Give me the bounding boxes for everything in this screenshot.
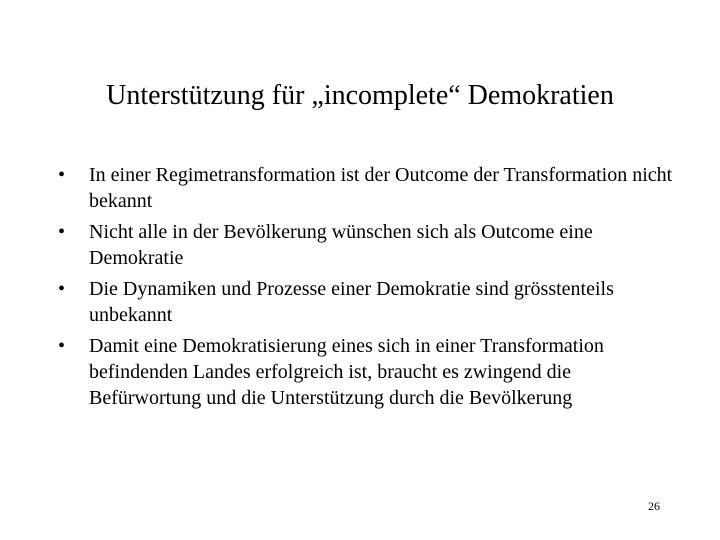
- bullet-item: [58, 333, 678, 411]
- bullet-dot-icon: •: [58, 278, 66, 300]
- bullet-text: Damit eine Demokratisierung eines sich in einer Transformation befindenden Landes erfolgreich ist, braucht es zwingend die Befürwortung und die Unterstützung durch die Bevölkerung: [89, 335, 604, 409]
- bullet-text: Die Dynamiken und Prozesse einer Demokratie sind grösstenteils unbekannt: [89, 278, 614, 326]
- bullet-item: [58, 276, 678, 328]
- bullet-text: In einer Regimetransformation ist der Outcome der Transformation nicht bekannt: [89, 164, 673, 212]
- bullet-dot-icon: •: [58, 221, 66, 243]
- bullet-text: Nicht alle in der Bevölkerung wünschen sich als Outcome eine Demokratie: [89, 221, 593, 269]
- slide-title: Unterstützung für „incomplete“ Demokratien: [106, 80, 614, 111]
- bullet-item: [58, 162, 678, 214]
- bullet-dot-icon: •: [58, 335, 66, 357]
- bullet-dot-icon: •: [58, 164, 66, 186]
- bullet-item: [58, 219, 678, 271]
- page-number: 26: [648, 499, 660, 513]
- bullet-list: [58, 162, 678, 416]
